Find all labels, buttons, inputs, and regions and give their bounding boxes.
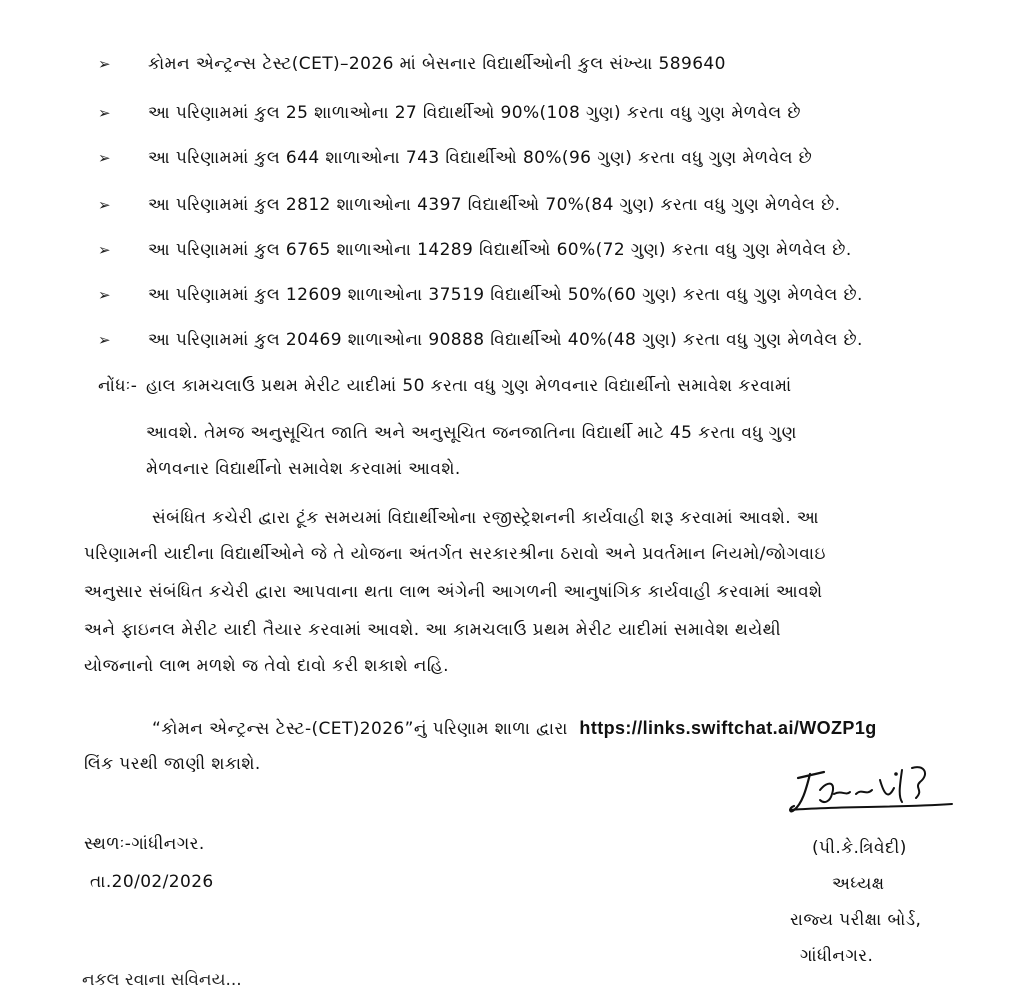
paragraph-line: અનુસાર સંબંધિત કચેરી દ્વારા આપવાના થતા લાભ અંગેની આગળની આનુષાંગિક કાર્યવાહી કરવામાં આવશે	[84, 582, 823, 602]
signatory-designation: અધ્યક્ષ	[832, 874, 885, 894]
handwritten-signature	[784, 760, 959, 830]
list-item: ➢ આ પરિણામમાં કુલ 25 શાળાઓના 27 વિદ્યાર્થીઓ 90%(108 ગુણ) કરતા વધુ ગુણ મેળવેલ છે	[98, 103, 801, 123]
signatory-office: રાજ્ય પરીક્ષા બોર્ડ,	[790, 910, 922, 930]
result-link-line: “કોમન એન્ટ્રન્સ ટેસ્ટ-(CET)2026”નું પરિણામ શાળા દ્વારા https://links.swiftchat.ai/WOZP1g	[152, 718, 877, 739]
arrow-bullet-icon: ➢	[98, 149, 111, 167]
list-item: ➢ આ પરિણામમાં કુલ 20469 શાળાઓના 90888 વિદ્યાર્થીઓ 40%(48 ગુણ) કરતા વધુ ગુણ મેળવેલ છે.	[98, 330, 863, 350]
place-line: સ્થળઃ-ગાંધીનગર.	[84, 834, 205, 854]
note-line: નોંધઃ- હાલ કામચલાઉ પ્રથમ મેરીટ યાદીમાં 50 કરતા વધુ ગુણ મેળવનાર વિદ્યાર્થીનો સમાવેશ કરવામાં	[98, 376, 792, 396]
paragraph-line: યોજનાનો લાભ મળશે જ તેવો દાવો કરી શકાશે નહિ.	[84, 656, 449, 676]
arrow-bullet-icon: ➢	[98, 104, 111, 122]
result-link-url[interactable]: https://links.swiftchat.ai/WOZP1g	[579, 718, 877, 738]
list-item: ➢ કોમન એન્ટ્રન્સ ટેસ્ટ(CET)–2026 માં બેસનાર વિદ્યાર્થીઓની કુલ સંખ્યા 589640	[98, 54, 726, 74]
paragraph-line: પરિણામની યાદીના વિદ્યાર્થીઓને જે તે યોજના અંતર્ગત સરકારશ્રીના ઠરાવો અને પ્રવર્તમાન નિયમો/જોગવાઇ	[84, 544, 826, 564]
paragraph-line: સંબંધિત કચેરી દ્વારા ટૂંક સમયમાં વિદ્યાર્થીઓના રજીસ્ટ્રેશનની કાર્યવાહી શરૂ કરવામાં આવશે. આ	[152, 508, 819, 528]
arrow-bullet-icon: ➢	[98, 241, 111, 259]
paragraph-line: અને ફાઇનલ મેરીટ યાદી તૈયાર કરવામાં આવશે. આ કામચલાઉ પ્રથમ મેરીટ યાદીમાં સમાવેશ થયેથી	[84, 620, 781, 640]
signatory-name: (પી.કે.ત્રિવેદી)	[812, 838, 907, 858]
note-line: મેળવનાર વિદ્યાર્થીનો સમાવેશ કરવામાં આવશે.	[146, 459, 461, 479]
result-link-suffix: લિંક પરથી જાણી શકાશે.	[84, 754, 261, 774]
date-line: તા.20/02/2026	[90, 872, 214, 892]
arrow-bullet-icon: ➢	[98, 196, 111, 214]
arrow-bullet-icon: ➢	[98, 55, 111, 73]
list-item: ➢ આ પરિણામમાં કુલ 12609 શાળાઓના 37519 વિદ્યાર્થીઓ 50%(60 ગુણ) કરતા વધુ ગુણ મેળવેલ છે.	[98, 285, 863, 305]
note-line: આવશે. તેમજ અનુસૂચિત જાતિ અને અનુસૂચિત જનજાતિના વિદ્યાર્થી માટે 45 કરતા વધુ ગુણ	[146, 423, 797, 443]
arrow-bullet-icon: ➢	[98, 331, 111, 349]
note-label: નોંધઃ-	[98, 376, 138, 396]
list-item: ➢ આ પરિણામમાં કુલ 644 શાળાઓના 743 વિદ્યાર્થીઓ 80%(96 ગુણ) કરતા વધુ ગુણ મેળવેલ છે	[98, 148, 813, 168]
list-item: ➢ આ પરિણામમાં કુલ 6765 શાળાઓના 14289 વિદ્યાર્થીઓ 60%(72 ગુણ) કરતા વધુ ગુણ મેળવેલ છે.	[98, 240, 852, 260]
footer-cut-line: નકલ રવાના સવિનય...	[82, 970, 242, 990]
arrow-bullet-icon: ➢	[98, 286, 111, 304]
list-item: ➢ આ પરિણામમાં કુલ 2812 શાળાઓના 4397 વિદ્યાર્થીઓ 70%(84 ગુણ) કરતા વધુ ગુણ મેળવેલ છે.	[98, 195, 841, 215]
signatory-city: ગાંધીનગર.	[800, 946, 874, 966]
